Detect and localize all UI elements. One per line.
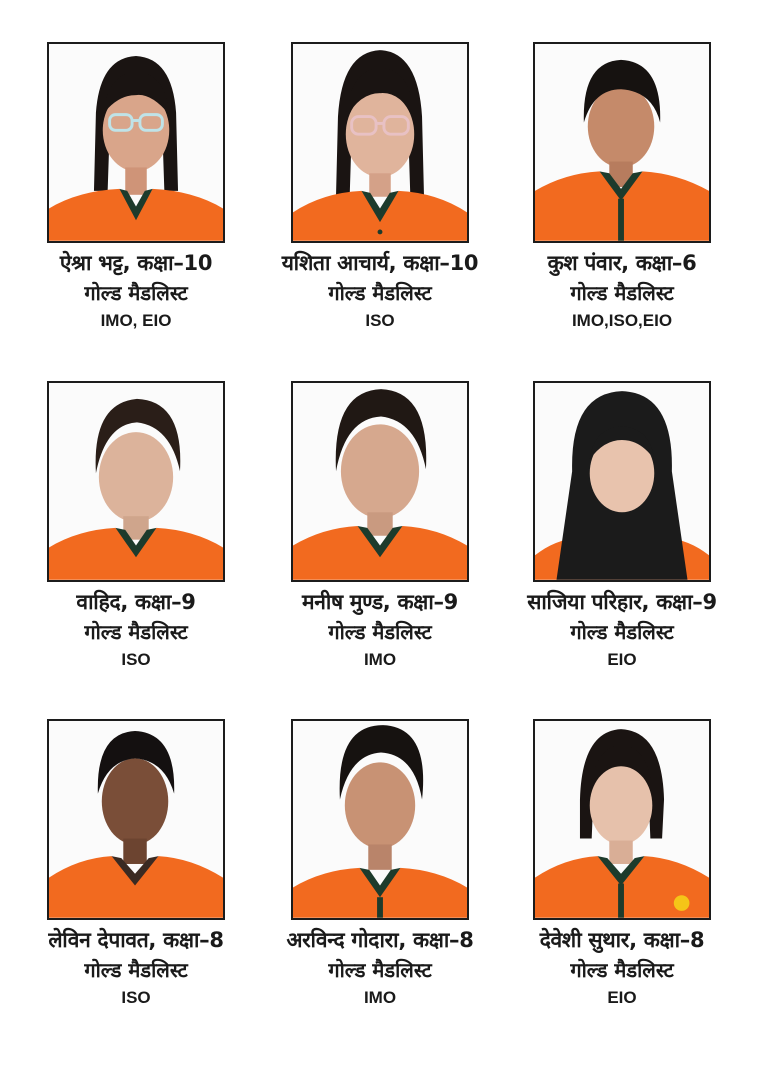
- student-photo: [47, 719, 225, 920]
- student-name: मनीष मुण्ड, कक्षा–9: [302, 590, 458, 614]
- olympiad-list: IMO: [363, 988, 397, 1007]
- student-card: [16, 42, 256, 329]
- student-card: [16, 719, 256, 1006]
- girl-glasses-portrait-icon: [49, 44, 223, 241]
- student-photo: [47, 381, 225, 582]
- award-label: गोल्ड मैडलिस्ट: [84, 620, 188, 644]
- student-photo: [291, 381, 469, 582]
- olympiad-list: EIO: [607, 988, 637, 1007]
- student-name: वाहिद, कक्षा–9: [76, 590, 196, 614]
- student-card: [260, 719, 500, 1006]
- student-name: लेविन देपावत, कक्षा–8: [48, 928, 224, 952]
- student-card: [260, 42, 500, 329]
- student-name: ऐश्रा भट्ट, कक्षा–10: [59, 251, 213, 275]
- student-photo: [533, 381, 711, 582]
- girl-portrait-icon: [535, 721, 709, 918]
- boy-portrait-icon: [49, 721, 223, 918]
- boy-portrait-icon: [49, 383, 223, 580]
- award-label: गोल्ड मैडलिस्ट: [84, 281, 188, 305]
- girl-hijab-portrait-icon: [535, 383, 709, 580]
- boy-portrait-icon: [293, 383, 467, 580]
- olympiad-list: ISO: [365, 311, 395, 330]
- student-name: देवेशी सुथार, कक्षा–8: [539, 928, 705, 952]
- olympiad-list: IMO: [363, 650, 397, 669]
- olympiad-list: EIO: [607, 650, 637, 669]
- student-photo: [47, 42, 225, 243]
- award-label: गोल्ड मैडलिस्ट: [570, 958, 674, 982]
- student-card: [502, 42, 742, 329]
- girl-glasses-portrait-icon: [293, 44, 467, 241]
- student-card: [502, 381, 742, 668]
- student-photo: [291, 719, 469, 920]
- award-label: गोल्ड मैडलिस्ट: [84, 958, 188, 982]
- award-label: गोल्ड मैडलिस्ट: [570, 281, 674, 305]
- student-name: अरविन्द गोदारा, कक्षा–8: [286, 928, 474, 952]
- student-card: [502, 719, 742, 1006]
- award-label: गोल्ड मैडलिस्ट: [328, 281, 432, 305]
- student-name: कुश पंवार, कक्षा–6: [547, 251, 697, 275]
- student-name: यशिता आचार्य, कक्षा–10: [281, 251, 479, 275]
- boy-portrait-icon: [293, 721, 467, 918]
- student-card: [16, 381, 256, 668]
- olympiad-list: ISO: [121, 650, 151, 669]
- student-card: [260, 381, 500, 668]
- award-label: गोल्ड मैडलिस्ट: [328, 620, 432, 644]
- boy-portrait-icon: [535, 44, 709, 241]
- award-label: गोल्ड मैडलिस्ट: [570, 620, 674, 644]
- award-label: गोल्ड मैडलिस्ट: [328, 958, 432, 982]
- student-name: साजिया परिहार, कक्षा–9: [527, 590, 717, 614]
- student-photo: [533, 719, 711, 920]
- olympiad-list: IMO, EIO: [100, 311, 172, 330]
- olympiad-list: ISO: [121, 988, 151, 1007]
- student-photo: [533, 42, 711, 243]
- student-photo: [291, 42, 469, 243]
- olympiad-list: IMO,ISO,EIO: [571, 311, 673, 330]
